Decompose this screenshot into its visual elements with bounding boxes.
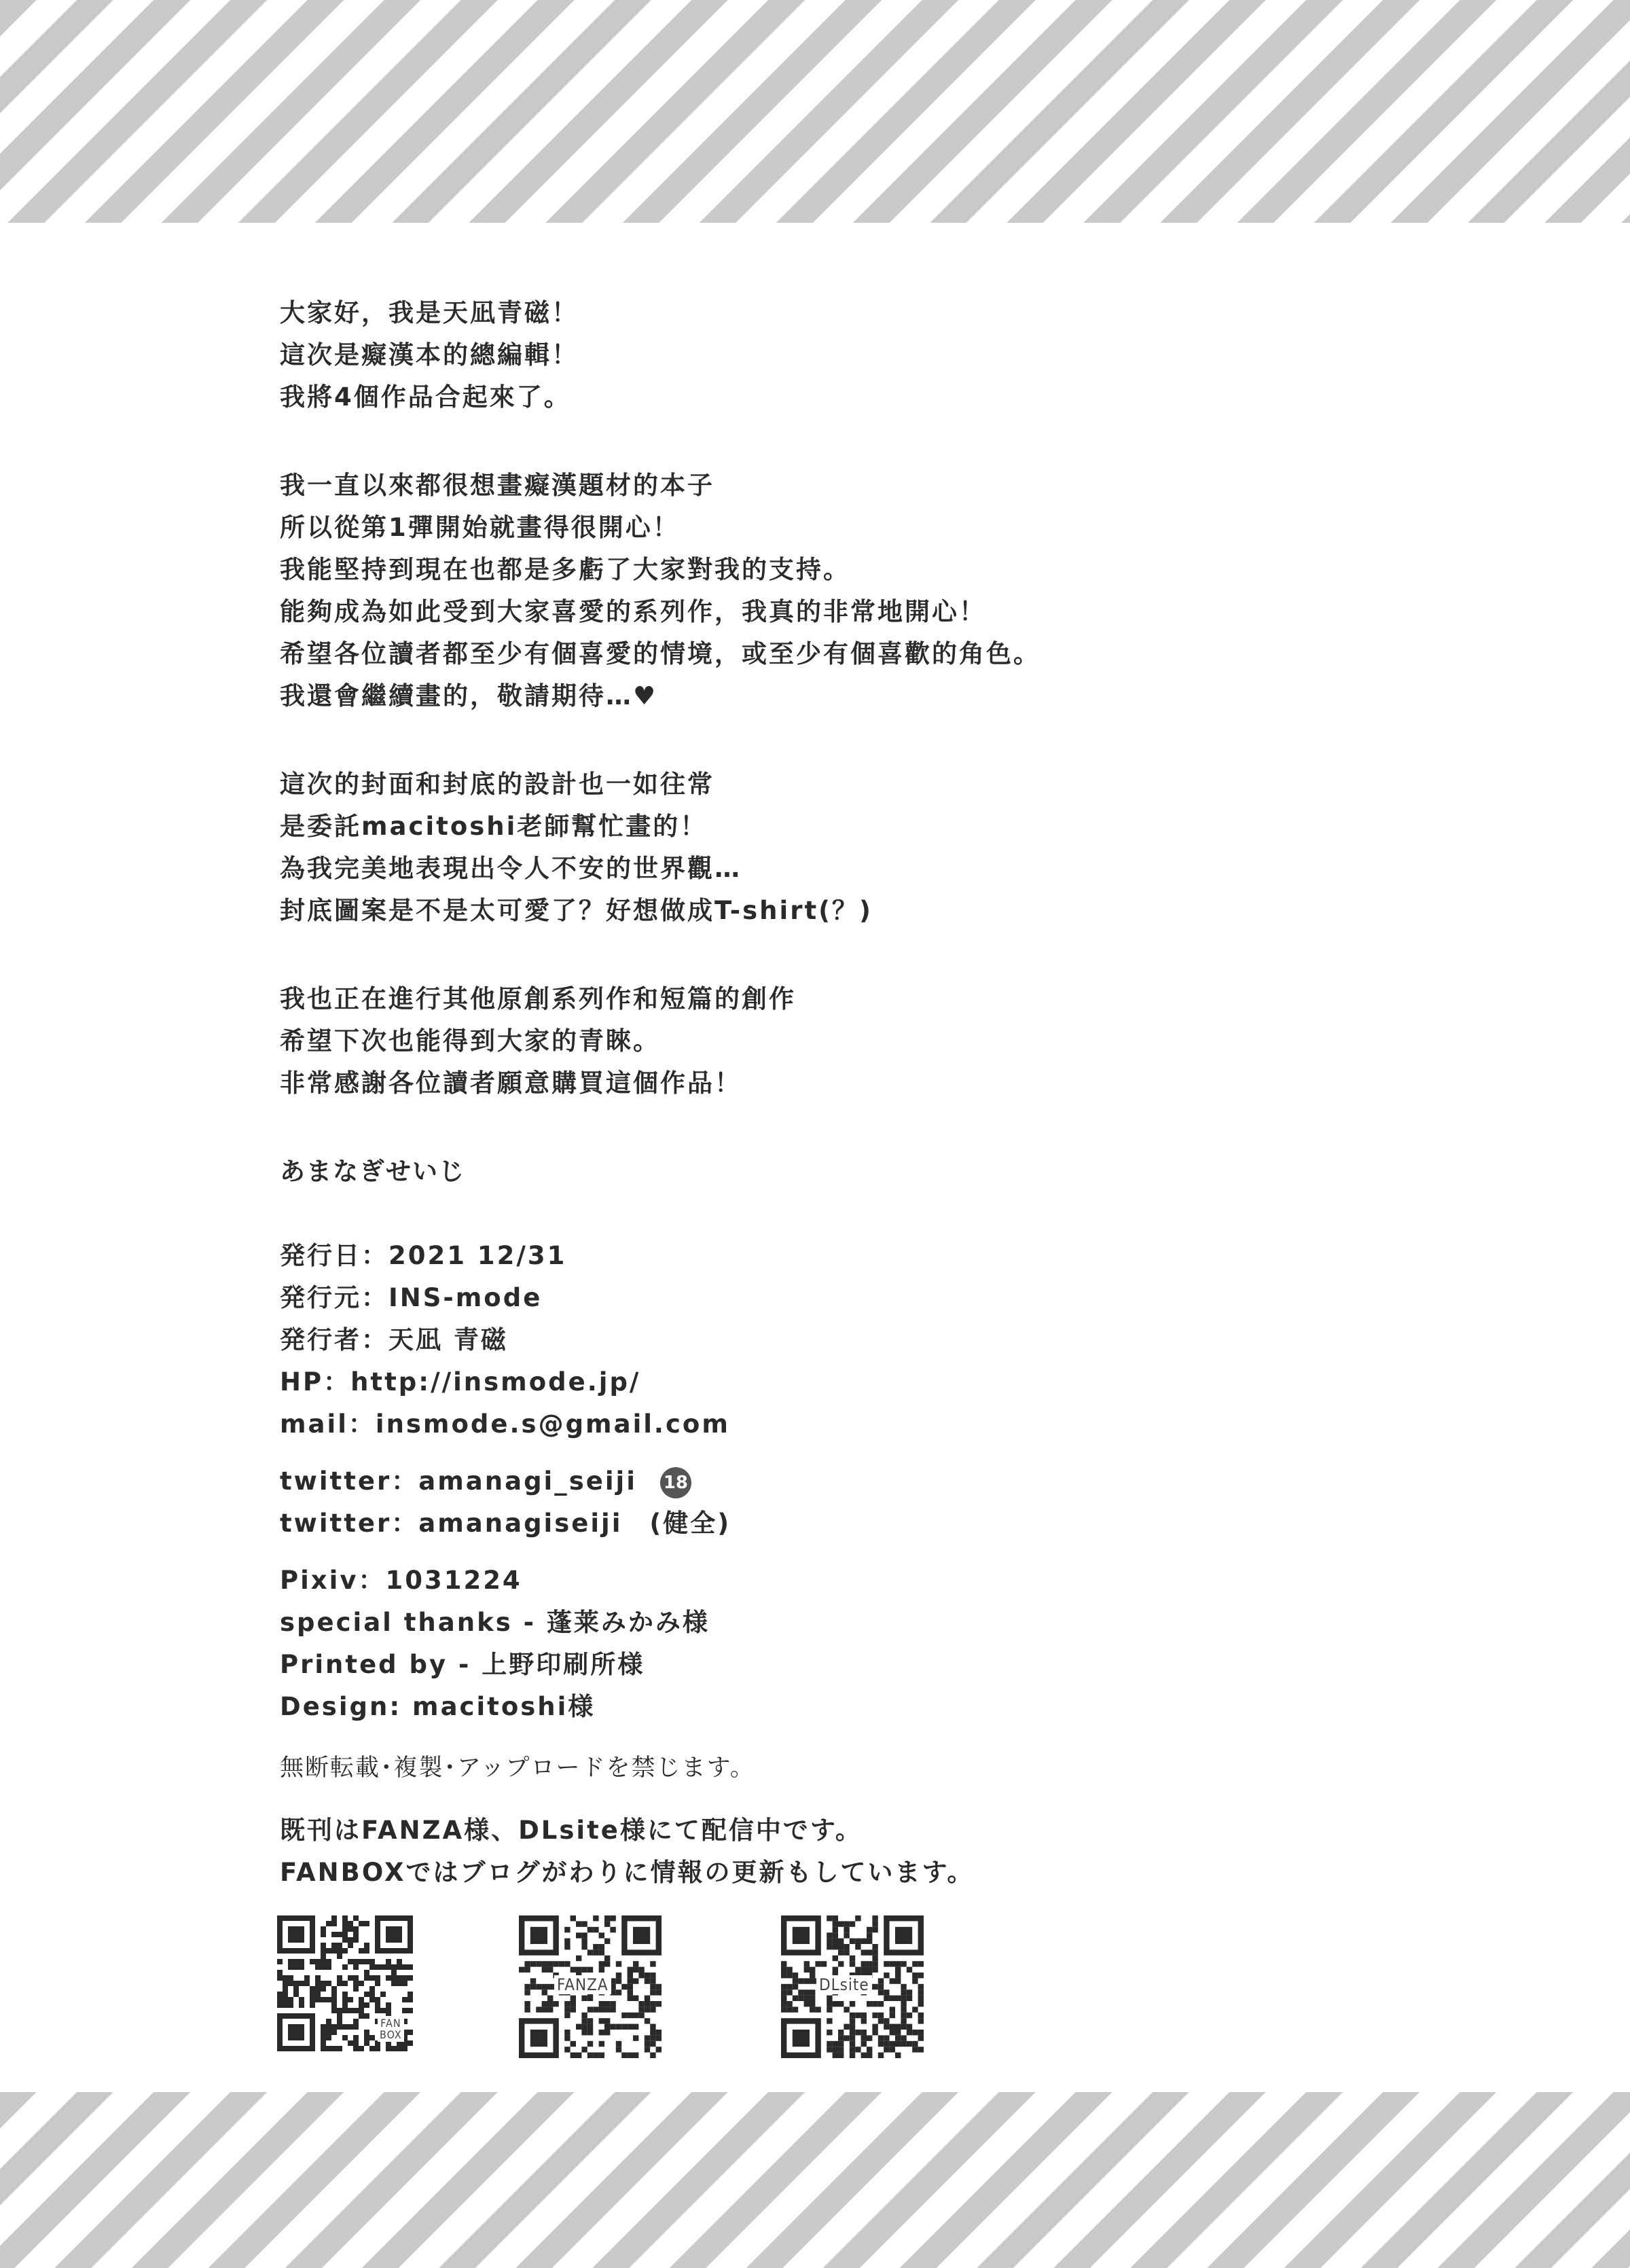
top-stripe-band xyxy=(0,0,1630,223)
qr-code-fanbox-icon[interactable] xyxy=(277,1915,413,2058)
publish-date: 発行日：2021 12/31 xyxy=(280,1241,567,1270)
afterword xyxy=(280,292,1400,1894)
fanza-label: FANZA xyxy=(554,1975,611,1994)
dlsite-label: DLsite xyxy=(816,1975,872,1994)
special-thanks: special thanks - 蓬莱みかみ様 xyxy=(280,1608,710,1637)
text-line: 能夠成為如此受到大家喜愛的系列作，我真的非常地開心！ xyxy=(280,597,986,626)
author-signature: あまなぎせいじ xyxy=(280,1157,465,1186)
qr-code-dlsite-icon[interactable] xyxy=(781,1915,917,2058)
pixiv-id[interactable]: Pixiv：1031224 xyxy=(280,1566,522,1595)
fanbox-label: FAN BOX xyxy=(378,2016,404,2042)
design-credit: Design: macitoshi様 xyxy=(280,1692,596,1721)
afterword-paragraph-1 xyxy=(280,292,1400,418)
afterword-paragraph-4 xyxy=(280,978,1400,1104)
text-line: 我還會繼續畫的，敬請期待…♥ xyxy=(280,681,658,710)
text-line: 我一直以來都很想畫癡漢題材的本子 xyxy=(280,471,714,500)
text-line: 我也正在進行其他原創系列作和短篇的創作 xyxy=(280,984,796,1013)
text-line: 大家好，我是天凪青磁！ xyxy=(280,298,579,327)
text-line: 希望各位讀者都至少有個喜愛的情境，或至少有個喜歡的角色。 xyxy=(280,639,1040,668)
text-line: 是委託macitoshi老師幫忙畫的！ xyxy=(280,812,708,841)
qr-code-row xyxy=(277,1915,956,2058)
text-line: 非常感謝各位讀者願意購買這個作品！ xyxy=(280,1068,742,1098)
twitter-safe[interactable]: twitter：amanagiseiji (健全) xyxy=(280,1509,731,1538)
colophon xyxy=(280,1235,1400,1728)
mail-address[interactable]: mail：insmode.s@gmail.com xyxy=(280,1409,730,1439)
homepage-link[interactable]: HP：http://insmode.jp/ xyxy=(280,1367,641,1397)
qr-code-fanza-icon[interactable] xyxy=(519,1915,655,2058)
afterword-paragraph-3 xyxy=(280,763,1400,932)
promo-text xyxy=(280,1810,1400,1894)
promo-line: FANBOXではブログがわりに情報の更新もしています。 xyxy=(280,1858,975,1887)
promo-line: 既刊はFANZA様、DLsite様にて配信中です。 xyxy=(280,1816,863,1845)
text-line: 這次是癡漢本的總編輯！ xyxy=(280,340,579,370)
issuer: 発行者：天凪 青磁 xyxy=(280,1325,508,1354)
text-line: 這次的封面和封底的設計也一如往常 xyxy=(280,770,714,799)
text-line: 我能堅持到現在也都是多虧了大家對我的支持。 xyxy=(280,555,850,584)
twitter-r18[interactable] xyxy=(280,1460,1400,1502)
bottom-stripe-band xyxy=(0,2092,1630,2268)
afterword-paragraph-2 xyxy=(280,465,1400,717)
text-line: 希望下次也能得到大家的青睞。 xyxy=(280,1026,660,1056)
printed-by: Printed by - 上野印刷所様 xyxy=(280,1650,645,1679)
text-line: 所以從第1彈開始就畫得很開心！ xyxy=(280,513,680,542)
text-line: 我將4個作品合起來了。 xyxy=(280,382,571,412)
twitter-r18-label: twitter：amanagi_seiji xyxy=(280,1466,637,1496)
publisher: 発行元：INS-mode xyxy=(280,1283,543,1312)
text-line: 為我完美地表現出令人不安的世界觀… xyxy=(280,854,742,883)
r18-badge-icon: 18 xyxy=(660,1467,691,1498)
copyright-notice: 無断転載･複製･アップロードを禁じます。 xyxy=(280,1754,755,1782)
text-line: 封底圖案是不是太可愛了？好想做成T-shirt(？) xyxy=(280,896,873,925)
